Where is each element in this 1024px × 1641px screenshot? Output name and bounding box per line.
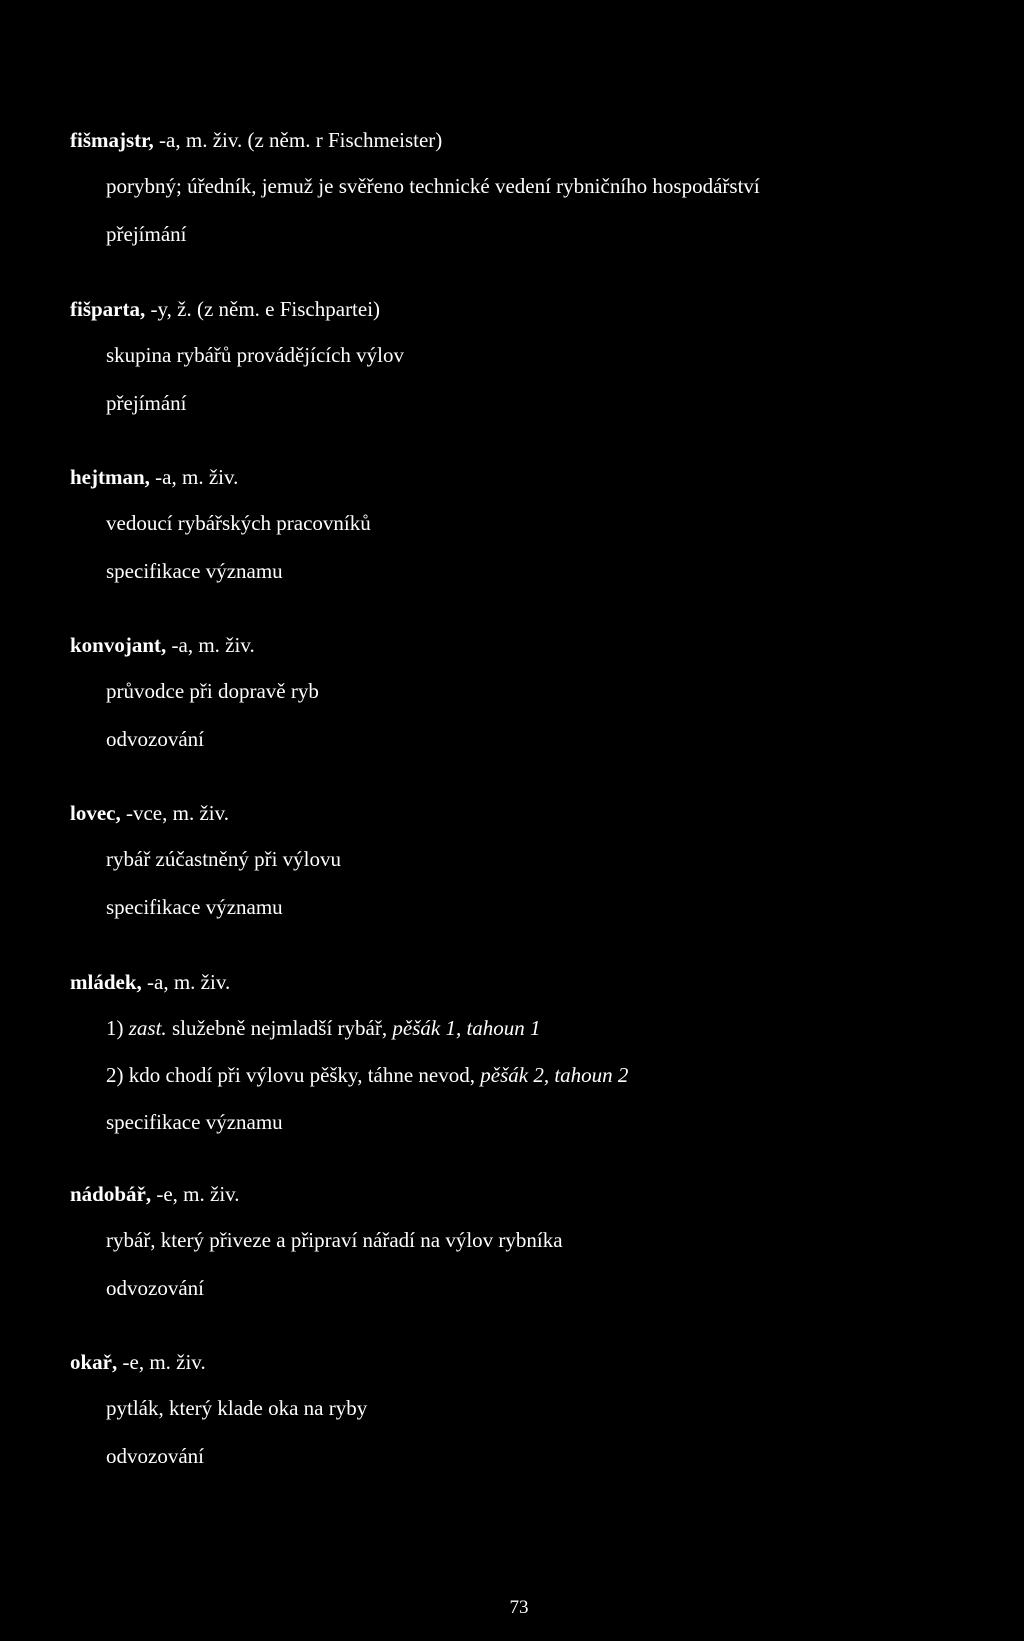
sense-number: 1) (106, 1016, 129, 1040)
entry-lemma: konvojant, (70, 633, 167, 657)
entry-definition: rybář, který přiveze a připraví nářadí na výlov rybníka (106, 1228, 563, 1252)
entry-heading (70, 1348, 970, 1376)
entry-lemma: fišmajstr, (70, 128, 154, 152)
entry-category: odvozování (106, 1444, 204, 1468)
entry-lemma: okař, (70, 1350, 118, 1374)
entry-heading (70, 295, 970, 323)
entry-lemma: nádobář, (70, 1182, 152, 1206)
entry-definition: vedoucí rybářských pracovníků (106, 511, 371, 535)
entry-grammar: -a, m. živ. (z něm. r Fischmeister) (153, 128, 443, 152)
entry-definition: průvodce při dopravě ryb (106, 679, 319, 703)
entry-category: specifikace významu (106, 1110, 283, 1134)
entry-category: přejímání (106, 222, 187, 246)
entry-okar (70, 1348, 970, 1470)
entry-grammar: -a, m. živ. (141, 970, 231, 994)
usage-label: zast. (128, 1016, 167, 1040)
entry-category: specifikace významu (106, 559, 283, 583)
entry-lemma: hejtman, (70, 465, 150, 489)
entry-heading (70, 1180, 970, 1208)
entry-sense-2 (106, 1061, 970, 1089)
entry-nadobar (70, 1180, 970, 1302)
entry-definition: skupina rybářů provádějících výlov (106, 343, 404, 367)
entry-lemma: mládek, (70, 970, 142, 994)
entry-grammar: -a, m. živ. (166, 633, 255, 657)
entry-category: odvozování (106, 1276, 204, 1300)
entry-sense-1 (106, 1014, 970, 1042)
entry-heading (70, 126, 970, 154)
entry-definition: porybný; úředník, jemuž je svěřeno technické vedení rybničního hospodářství (106, 174, 760, 198)
cross-reference: pěšák 2, tahoun 2 (480, 1063, 629, 1087)
cross-reference: pěšák 1, tahoun 1 (392, 1016, 541, 1040)
sense-text: služebně nejmladší rybář, (166, 1016, 393, 1040)
entry-lovec (70, 799, 970, 921)
page-number: 73 (509, 1597, 529, 1618)
sense-number: 2) (106, 1063, 129, 1087)
entry-grammar: -a, m. živ. (149, 465, 239, 489)
entry-grammar: -y, ž. (z něm. e Fischpartei) (145, 297, 381, 321)
entry-category: přejímání (106, 391, 187, 415)
entry-fisparta (70, 295, 970, 417)
entry-mladek (70, 968, 970, 1136)
entry-konvojant (70, 631, 970, 753)
sense-text: kdo chodí při výlovu pěšky, táhne nevod, (128, 1063, 481, 1087)
entry-grammar: -e, m. živ. (117, 1350, 206, 1374)
entry-heading (70, 631, 970, 659)
entry-heading (70, 968, 970, 996)
entry-heading (70, 463, 970, 491)
entry-fismajstr (70, 126, 970, 248)
entry-lemma: lovec, (70, 801, 121, 825)
entry-lemma: fišparta, (70, 297, 146, 321)
entry-grammar: -e, m. živ. (151, 1182, 240, 1206)
entry-heading (70, 799, 970, 827)
entry-grammar: -vce, m. živ. (120, 801, 229, 825)
entry-definition: rybář zúčastněný při výlovu (106, 847, 342, 871)
entry-category: odvozování (106, 727, 204, 751)
entry-category: specifikace významu (106, 895, 283, 919)
entry-hejtman (70, 463, 970, 585)
entry-definition: pytlák, který klade oka na ryby (106, 1396, 368, 1420)
